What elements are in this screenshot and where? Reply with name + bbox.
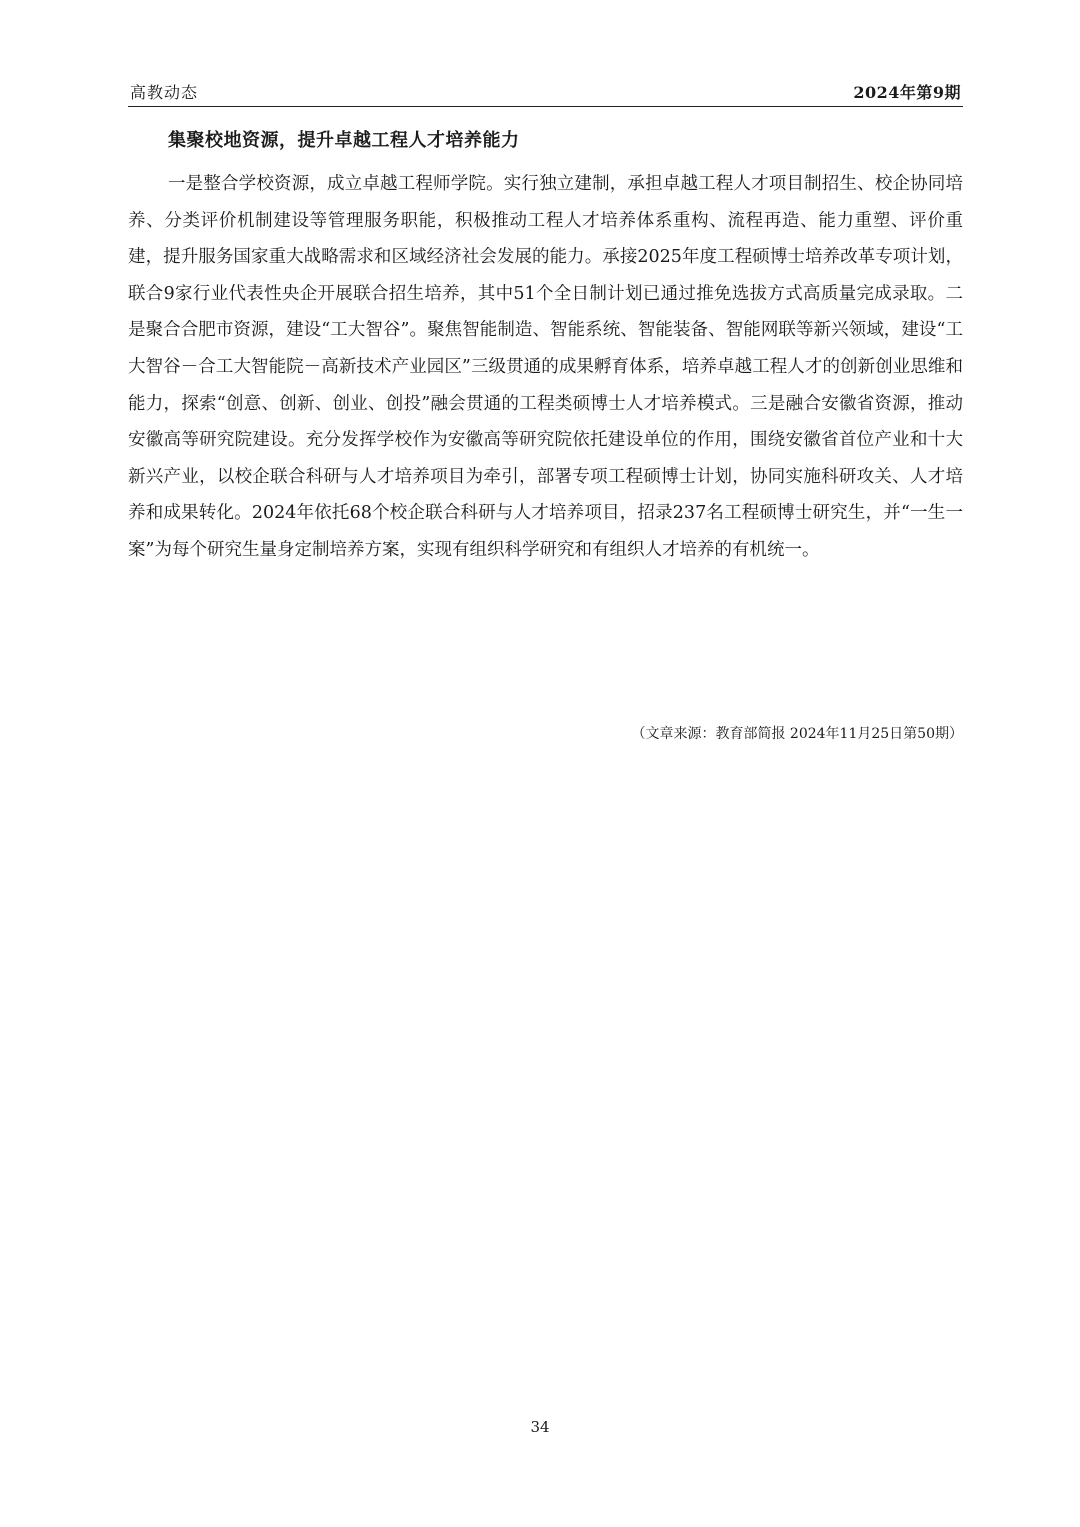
section-heading: 集聚校地资源，提升卓越工程人才培养能力	[168, 130, 520, 151]
page-header	[128, 78, 963, 107]
journal-title: 高教动态	[130, 83, 199, 102]
issue-label: 2024年第9期	[853, 83, 961, 102]
page-number: 34	[530, 1418, 550, 1436]
article-source: （文章来源：教育部简报 2024年11月25日第50期）	[631, 726, 963, 742]
body-paragraph: 一是整合学校资源，成立卓越工程师学院。实行独立建制，承担卓越工程人才项目制招生、校企协同培养、分类评价机制建设等管理服务职能，积极推动工程人才培养体系重构、流程再造、能力重塑、评价重建，提升服务国家重大战略需求和区域经济社会发展的能力。承接2025年度工程硕博士培养改革专项计划，联合9家行业代表性央企开展联合招生培养，其中51个全日制计划已通过推免选拔方式高质量完成录取。二是聚合合肥市资源，建设“工大智谷”。聚焦智能制造、智能系统、智能装备、智能网联等新兴领域，建设“工大智谷－合工大智能院－高新技术产业园区”三级贯通的成果孵育体系，培养卓越工程人才的创新创业思维和能力，探索“创意、创新、创业、创投”融会贯通的工程类硕博士人才培养模式。三是融合安徽省资源，推动安徽高等研究院建设。充分发挥学校作为安徽高等研究院依托建设单位的作用，围绕安徽省首位产业和十大新兴产业，以校企联合科研与人才培养项目为牵引，部署专项工程硕博士计划，协同实施科研攻关、人才培养和成果转化。2024年依托68个校企联合科研与人才培养项目，招录237名工程硕博士研究生，并“一生一案”为每个研究生量身定制培养方案，实现有组织科学研究和有组织人才培养的有机统一。	[128, 174, 963, 560]
